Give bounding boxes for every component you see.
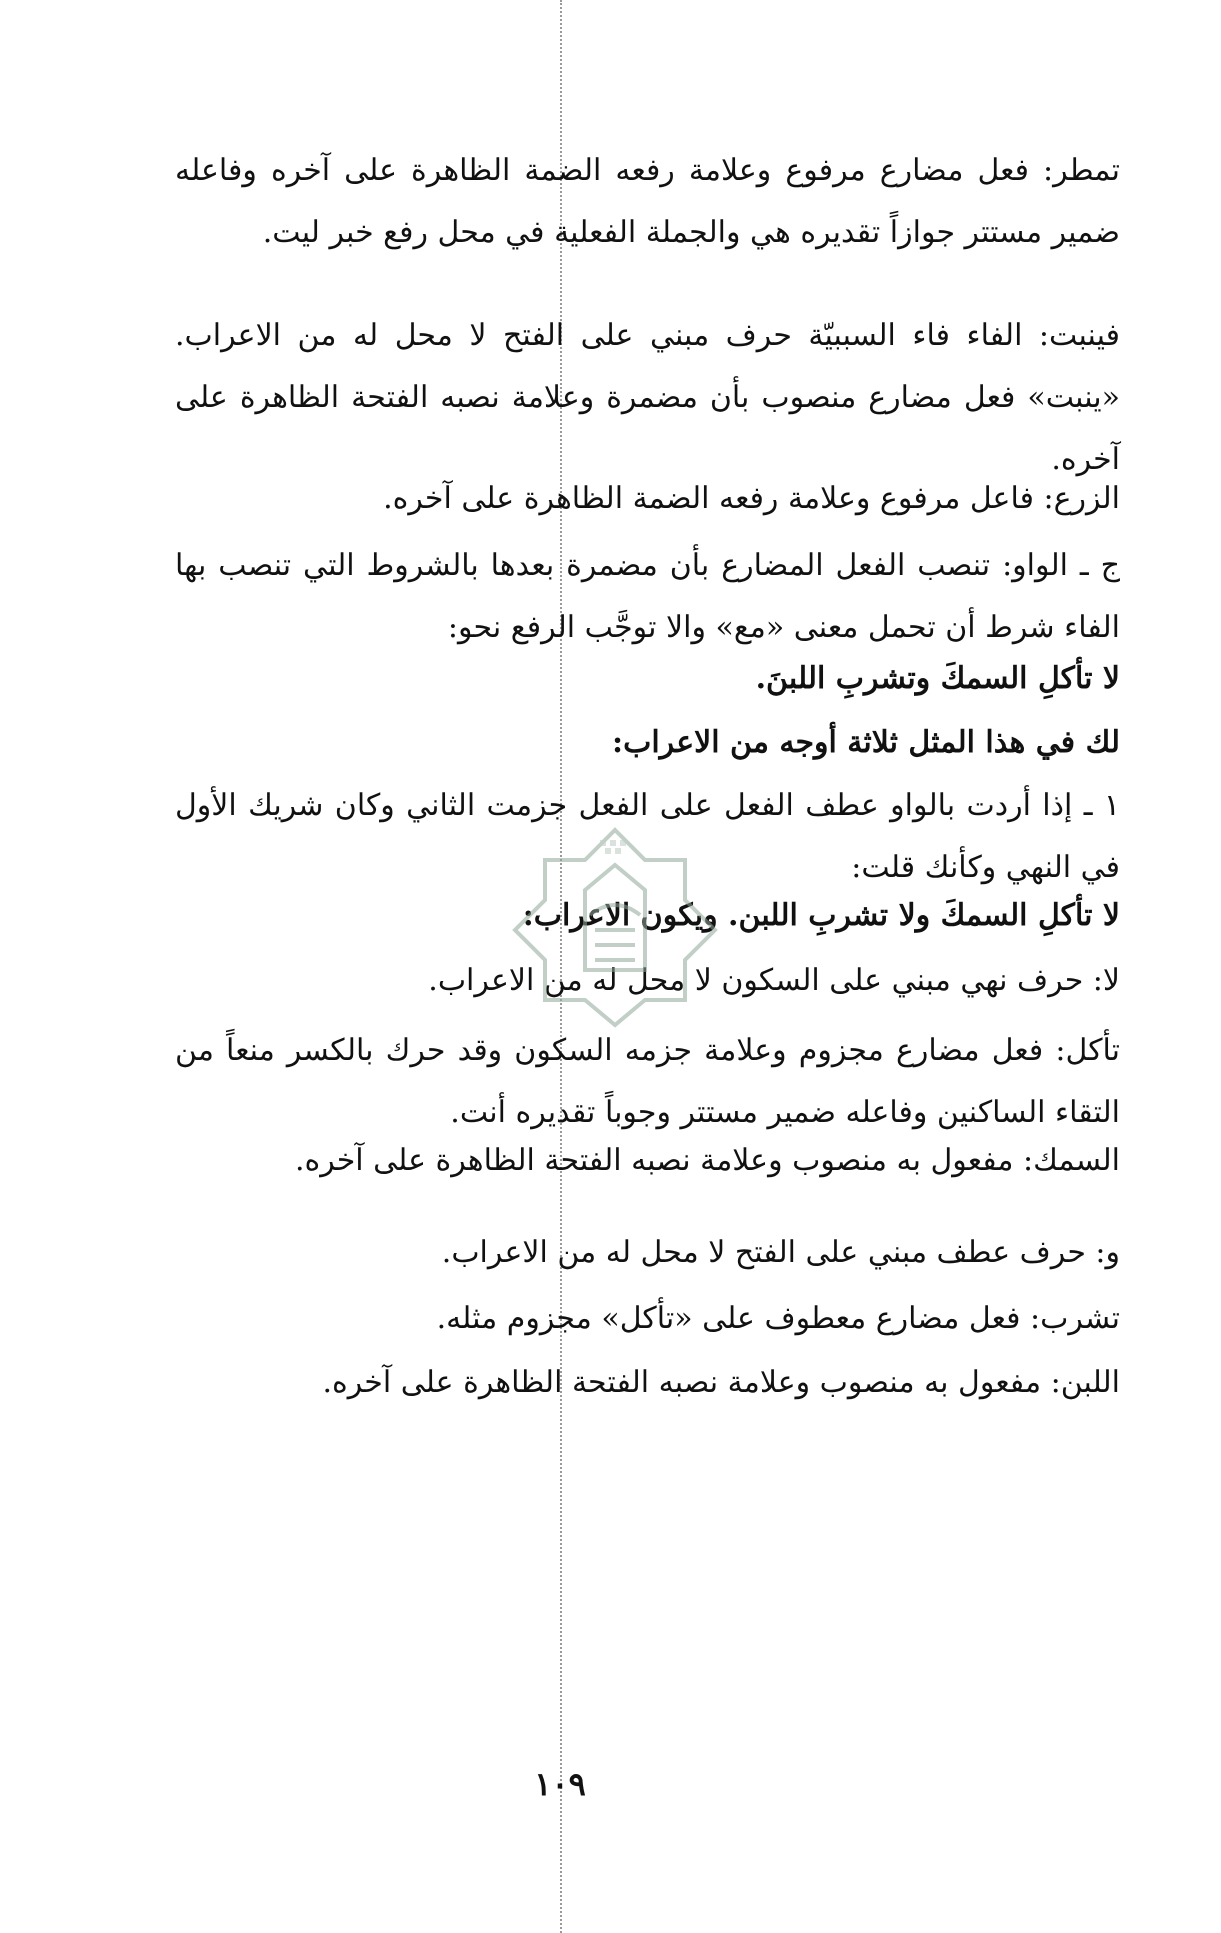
paragraph-alzar: الزرع: فاعل مرفوع وعلامة رفعه الضمة الظاهرة على آخره. [383, 481, 1120, 516]
paragraph-tashrab: تشرب: فعل مضارع معطوف على «تأكل» مجزوم مثله. [436, 1301, 1120, 1336]
paragraph-la: لا: حرف نهي مبني على السكون لا محل له من الاعراب. [428, 963, 1120, 998]
page-number: ١٠٩ [534, 1765, 586, 1803]
library-seal-icon [495, 820, 735, 1030]
paragraph-tamtur: تمطر: فعل مضارع مرفوع وعلامة رفعه الضمة الظاهرة على آخره وفاعله ضمير مستتر جوازاً تقديره هي والجملة الفعلية في محل رفع خبر ليت. [175, 153, 1120, 250]
paragraph-three-cases: لك في هذا المثل ثلاثة أوجه من الاعراب: [612, 725, 1120, 760]
paragraph-allaban: اللبن: مفعول به منصوب وعلامة نصبه الفتحة الظاهرة على آخره. [322, 1365, 1120, 1400]
paragraph-takul: تأكل: فعل مضارع مجزوم وعلامة جزمه السكون وقد حرك بالكسر منعاً من التقاء الساكنين وفاعله ضمير مستتر وجوباً تقديره أنت. [175, 1033, 1120, 1130]
paragraph-waw: و: حرف عطف مبني على الفتح لا محل له من الاعراب. [441, 1235, 1120, 1270]
example-sentence-2: لا تأكلِ السمكَ ولا تشربِ اللبن. ويكون الاعراب: [522, 898, 1120, 933]
example-sentence-1: لا تأكلِ السمكَ وتشربِ اللبنَ. [755, 661, 1120, 696]
paragraph-waw-rule: ج ـ الواو: تنصب الفعل المضارع بأن مضمرة بعدها بالشروط التي تنصب بها الفاء شرط أن تحمل معنى «مع» والا توجَّب الرفع نحو: [175, 548, 1120, 645]
paragraph-case-one: ١ ـ إذا أردت بالواو عطف الفعل على الفعل جزمت الثاني وكان شريك الأول في النهي وكأنك قلت: [175, 788, 1120, 885]
paragraph-fayanbut: فينبت: الفاء فاء السببيّة حرف مبني على الفتح لا محل له من الاعراب. «ينبت» فعل مضارع منصوب بأن مضمرة وعلامة نصبه الفتحة الظاهرة على آخره. [175, 318, 1120, 477]
paragraph-alsamak: السمك: مفعول به منصوب وعلامة نصبه الفتحة الظاهرة على آخره. [294, 1143, 1120, 1178]
